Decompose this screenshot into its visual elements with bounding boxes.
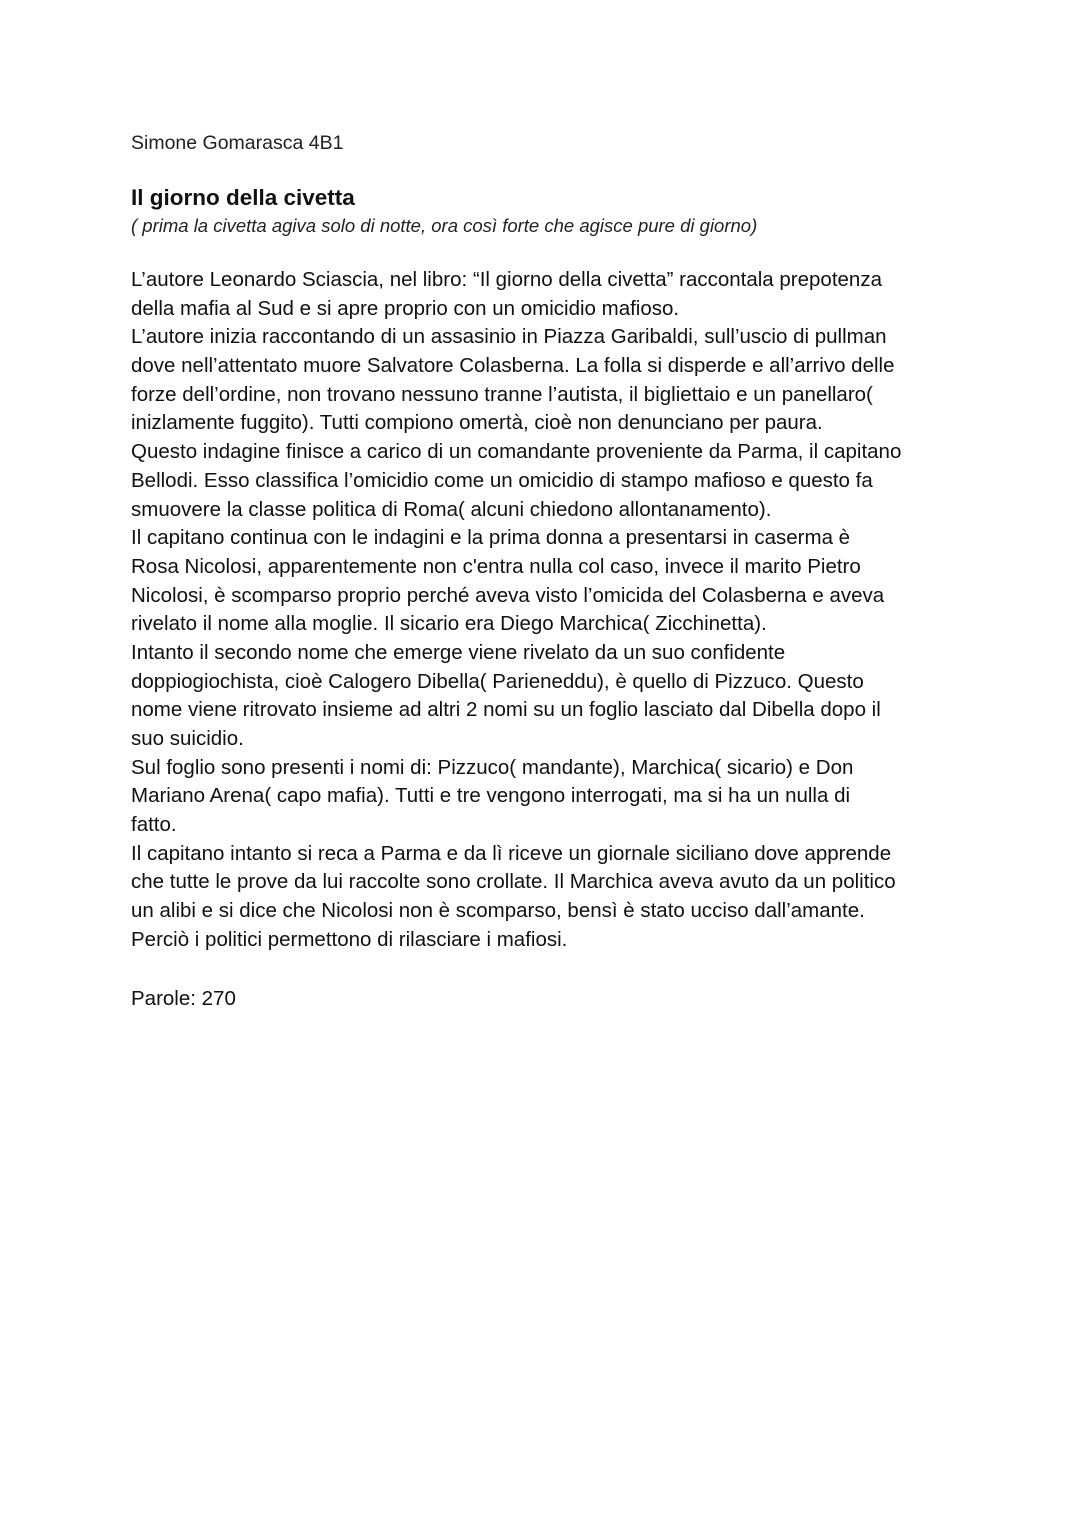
body-line: Il capitano intanto si reca a Parma e da lì riceve un giornale siciliano dove apprende xyxy=(131,841,892,865)
body-line: L’autore inizia raccontando di un assasinio in Piazza Garibaldi, sull’uscio di pullman xyxy=(131,325,887,349)
body-line: doppiogiochista, cioè Calogero Dibella( Parieneddu), è quello di Pizzuco. Questo xyxy=(131,669,864,693)
body-line: Bellodi. Esso classifica l’omicidio come un omicidio di stampo mafioso e questo fa xyxy=(131,468,873,492)
body-line: Intanto il secondo nome che emerge viene rivelato da un suo confidente xyxy=(131,640,786,664)
body-line: Perciò i politici permettono di rilasciare i mafiosi. xyxy=(131,927,568,951)
body-line: L’autore Leonardo Sciascia, nel libro: “Il giorno della civetta” raccontala prepotenza xyxy=(131,268,882,291)
body-line: dove nell’attentato muore Salvatore Colasberna. La folla si disperde e all’arrivo delle xyxy=(131,354,895,378)
author-line: Simone Gomarasca 4B1 xyxy=(131,132,344,154)
body-line: rivelato il nome alla moglie. Il sicario era Diego Marchica( Zicchinetta). xyxy=(131,612,767,636)
word-count: Parole: 270 xyxy=(131,987,236,1010)
body-line: che tutte le prove da lui raccolte sono crollate. Il Marchica aveva avuto da un politico xyxy=(131,870,896,894)
body-line: Questo indagine finisce a carico di un comandante proveniente da Parma, il capitano xyxy=(131,440,902,464)
body-line: un alibi e si dice che Nicolosi non è scomparso, bensì è stato ucciso dall’amante. xyxy=(131,899,865,923)
body-line: nome viene ritrovato insieme ad altri 2 nomi su un foglio lasciato dal Dibella dopo il xyxy=(131,698,881,722)
body-line: suo suicidio. xyxy=(131,727,244,750)
body-line: fatto. xyxy=(131,813,177,837)
body-line: Mariano Arena( capo mafia). Tutti e tre vengono interrogati, ma si ha un nulla di xyxy=(131,784,851,808)
body-line: smuovere la classe politica di Roma( alcuni chiedono allontanamento). xyxy=(131,497,772,521)
body-line: della mafia al Sud e si apre proprio con un omicidio mafioso. xyxy=(131,296,680,320)
document-subtitle: ( prima la civetta agiva solo di notte, ora così forte che agisce pure di giorno) xyxy=(131,215,758,236)
document-title: Il giorno della civetta xyxy=(131,185,355,210)
body-line: Nicolosi, è scomparso proprio perché aveva visto l’omicida del Colasberna e aveva xyxy=(131,583,885,607)
body-line: Il capitano continua con le indagini e la prima donna a presentarsi in caserma è xyxy=(131,526,851,550)
body-line: Rosa Nicolosi, apparentemente non c'entra nulla col caso, invece il marito Pietro xyxy=(131,554,861,578)
body-line: Sul foglio sono presenti i nomi di: Pizzuco( mandante), Marchica( sicario) e Don xyxy=(131,755,854,779)
body-line: forze dell’ordine, non trovano nessuno tranne l’autista, il bigliettaio e un panellaro( xyxy=(131,382,873,406)
body-text xyxy=(131,266,961,955)
body-line: inizlamente fuggito). Tutti compiono omertà, cioè non denunciano per paura. xyxy=(131,411,823,435)
